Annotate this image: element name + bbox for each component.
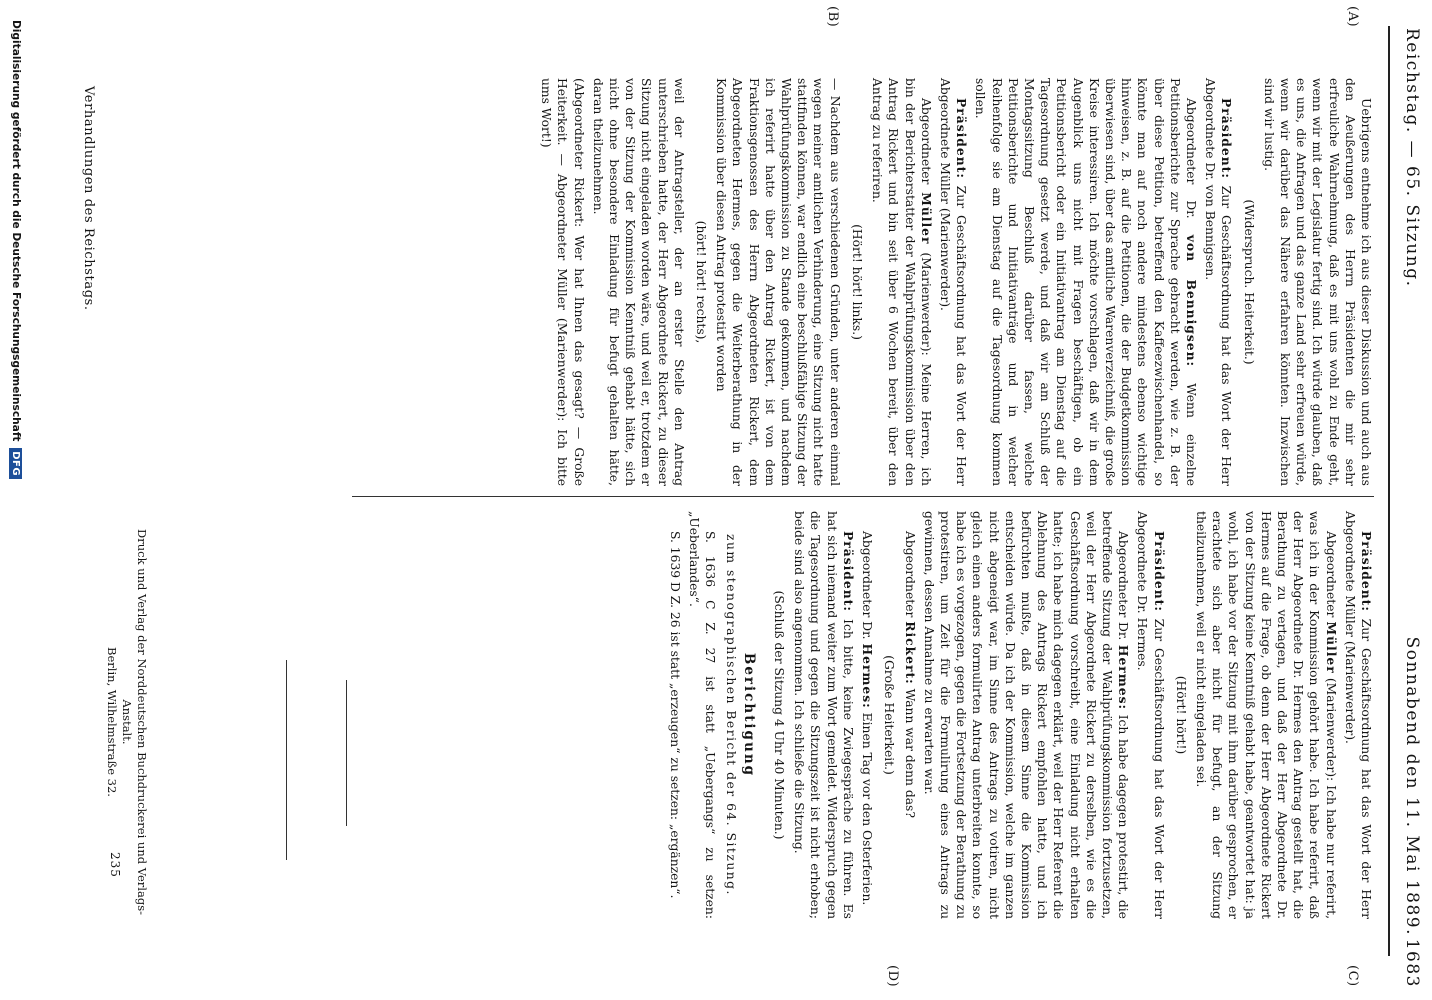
stage-direction: (Hört! hört! links.) xyxy=(849,224,864,340)
paragraph: — Nachdem aus verschiedenen Gründen, unter anderen einmal wegen meiner amtlichen Verhinderung, eine Sitzung nicht hatte stattfinden können, war endlich eine beschlußfähige Sitzung der Wahlprüfungskommission zu Stande gekommen, und nachdem ich referirt hatte über den Antrag Rickert, ist von dem Fraktionsgenossen des Herrn Abgeordneten Rickert, dem Abgeordneten Hermes, gegen die Weiterberathung in der Kommission über diesen Antrag protestirt worden xyxy=(714,78,842,486)
right-column xyxy=(664,511,1374,919)
paragraph xyxy=(1134,511,1166,919)
speech-text: Zur Geschäftsordnung hat das Wort der Herr Abgeordnete Dr. von Bennigsen. xyxy=(1203,78,1234,486)
speech-text: Wenn einzelne Petitionsberichte zur Sprache gebracht werden, wie z. B. der über diese Petition, betreffend den Kaffeezwischenhandel, so könnte man auf noch andere mindestens ebenso wichtige hinweisen, z. B. auf die Petitionen, die der Budgetkommission überwiesen sind, über das amtliche Warenverzeichniß, die große Kreise interessiren. Ich möchte vorschlagen, daß wir in dem Augenblick uns nicht mit Fragen beschäftigen, ob ein Petitionsbericht oder ein Initiativantrag am Dienstag auf die Tagesordnung gesetzt werde, und daß wir am Schluß der Montagssitzung Beschluß darüber fassen, welche Petitionsberichte und Initiativanträge und in welcher Reihenfolge sie am Dienstag auf die Tagesordnung kommen sollen. xyxy=(973,78,1198,486)
margin-letter-c: (C) xyxy=(1345,965,1360,987)
speech-text: Zur Geschäftsordnung hat das Wort der Herr Abgeordnete Müller (Marienwerder). xyxy=(1342,511,1373,919)
printer-line: Druck und Verlag der Norddeutschen Buchdruckerei und Verlags-Anstalt. xyxy=(120,529,149,915)
speech-text: Zur Geschäftsordnung hat das Wort der Herr Abgeordnete Dr. Hermes. xyxy=(1135,511,1166,919)
page-number: 1683 xyxy=(1402,938,1422,988)
interjection: (Abgeordneter Rickert: Wer hat Ihnen das gesagt? — Große Heiterkeit. — Abgeordneter Müller (Marienwerder): Ich bitte ums Wort!) xyxy=(539,78,586,486)
header-date: Sonnabend den 11. Mai 1889. xyxy=(1402,636,1422,936)
paragraph xyxy=(869,78,934,486)
paragraph: Uebrigens entnehme ich aus dieser Diskussion und auch aus den Aeußerungen des Herrn Präsidenten die mir sehr erfreuliche Wahrnehmung, daß es mit uns wohl zu Ende geht, wenn wir mit der Legislatur fertig sind. Ich würde glauben, daß es uns, die Anfragen und das ganze Land sehr erfreuen würde, wenn wir darüber das Nähere erfahren könnten. Inzwischen sind wir lustig. xyxy=(1261,78,1373,486)
paragraph xyxy=(921,511,1132,919)
footer-publication: Verhandlungen des Reichstags. xyxy=(81,86,96,311)
paragraph xyxy=(859,511,875,919)
speaker-intro: Abgeordneter xyxy=(902,531,917,618)
digitization-note xyxy=(9,20,22,980)
margin-letter-b: (B) xyxy=(825,6,840,28)
correction-subtitle: zum stenographischen Bericht der 64. Sitzung. xyxy=(723,534,738,896)
speaker-intro: Abgeordneter xyxy=(918,98,933,185)
speaker-name: Präsident: xyxy=(840,531,856,612)
paragraph xyxy=(1342,511,1374,919)
speaker-name: Präsident: xyxy=(954,98,970,179)
speaker-name: Müller xyxy=(918,192,934,245)
paragraph xyxy=(937,78,969,486)
header-rule xyxy=(1388,26,1390,956)
speaker-intro: Abgeordneter Dr. xyxy=(1116,531,1131,641)
digitization-text: Digitalisierung gefördert durch die Deutsche Forschungsgemeinschaft xyxy=(10,20,22,442)
page-header xyxy=(1392,28,1422,988)
paragraph: weil der Antragsteller, der an erster Stelle den Antrag unterschrieben hatte, der Herr Abgeordnete Rickert, zu dieser Sitzung nicht eingeladen worden wäre, und weil er, trotzdem er von der Sitzung der Kommission Kenntniß gehabt hätte, sich nicht ohne besondere Einladung für befugt gehalten hätte, daran theilzunehmen. xyxy=(590,78,686,486)
speech-text: (Marienwerder): Ich habe nur referirt, was ich in der Kommission gehört habe. Ich habe referirt, daß der Herr Abgeordnete Dr. Hermes den Antrag gestellt hat, die Berathung zu vertagen, und daß der Herr Abgeordnete Dr. Hermes auf die Frage, ob denn der Herr Abgeordnete Rickert von der Sitzung keine Kenntniß gehabt habe, geantwortet hat: ja wohl, ich habe vor der Sitzung mit ihm darüber gesprochen, er erachtete sich aber nicht für befugt, an der Sitzung theilzunehmen, weil er nicht eingeladen sei. xyxy=(1193,511,1338,919)
correction-entry: S. 1636 C Z. 27 ist statt „Uebergangs“ zu setzen: „Ueberlandes“. xyxy=(687,511,718,919)
speaker-intro: Abgeordneter Dr. xyxy=(1183,98,1198,219)
speaker-name: Präsident: xyxy=(1219,98,1235,179)
stage-direction: (Hört! hört!) xyxy=(1173,675,1188,755)
correction-title: Berichtigung xyxy=(740,652,757,778)
stage-direction: (Große Heiterkeit.) xyxy=(882,655,897,775)
speech-text: Einen Tag vor den Osterferien. xyxy=(860,712,875,906)
sheet-number: 235 xyxy=(108,852,122,878)
speaker-name: Müller xyxy=(1323,621,1339,674)
speech-text: Zur Geschäftsordnung hat das Wort der Herr Abgeordnete Müller (Marienwerder). xyxy=(937,78,969,486)
session-end-note: (Schluß der Sitzung 4 Uhr 40 Minuten.) xyxy=(772,590,787,840)
end-rule-lower xyxy=(286,660,287,860)
paragraph xyxy=(1202,78,1234,486)
speaker-name: Hermes: xyxy=(1116,644,1132,711)
speech-text: Wann war denn das? xyxy=(902,688,917,818)
paragraph xyxy=(791,511,856,919)
stage-direction: (Widerspruch. Heiterkeit.) xyxy=(1241,199,1256,365)
paragraph xyxy=(972,78,1199,486)
speaker-name: Präsident: xyxy=(1359,531,1374,612)
left-column xyxy=(535,78,1374,486)
paragraph xyxy=(1193,511,1339,919)
speech-text: Ich bitte, keine Zwiegespräche zu führen. Es hat sich niemand weiter zum Wort gemeldet. Widerspruch gegen die Tagesordnung und gegen die Sitzungszeit ist nicht erhoben; beide sind also angenommen. Ich schließe die Sitzung. xyxy=(792,511,855,919)
margin-letter-a: (A) xyxy=(1345,6,1360,28)
speech-text: Ich habe dagegen protestirt, die betreffende Sitzung der Wahlprüfungskommission fortzusetzen, weil der Herr Abgeordnete Rickert zu derselben, wie es die Geschäftsordnung vorschreibt, eine Einladung nicht erhalten hatte; ich habe mich dagegen erklärt, weil der Herr Referent die Ablehnung des Antrags Rickert empfohlen hatte, und ich befürchten mußte, daß in diesem Sinne die Kommission entscheiden würde. Da ich der Kommission, welche im ganzen nicht abgeneigt war, im Sinne des Antrags zu votiren, nicht gleich einen anders formulirten Antrag unterbreiten konnte, so habe ich es vorgezogen, gegen die Fortsetzung der Berathung zu protestiren, um Zeit für die Formulirung eines Antrags zu gewinnen, dessen Annahme zu erwarten war. xyxy=(921,511,1131,919)
column-divider xyxy=(352,496,1374,497)
end-rule-upper xyxy=(346,680,347,826)
speaker-name: Hermes: xyxy=(860,643,876,709)
dfg-logo: DFG xyxy=(9,448,22,479)
header-left: Reichstag. — 65. Sitzung. xyxy=(1402,28,1422,288)
correction-entry: S. 1639 D Z. 26 ist statt „erzeugen“ zu setzen: „ergänzen“. xyxy=(668,531,683,899)
speaker-name: von Bennigsen: xyxy=(1183,234,1199,368)
speaker-intro: Abgeordneter Dr. xyxy=(860,531,875,640)
speaker-name: Rickert: xyxy=(902,621,918,685)
margin-letter-d: (D) xyxy=(885,965,900,988)
speaker-name: Präsident: xyxy=(1151,531,1167,612)
speech-text: (Marienwerder): Meine Herren, ich bin der Berichterstatter der Wahlprüfungskommission über den Antrag Rickert und bin seit über 6 Wochen bereit, über den Antrag zu referiren. xyxy=(870,78,933,486)
speaker-intro: Abgeordneter xyxy=(1323,531,1338,618)
printer-line: Berlin, Wilhelmstraße 32. xyxy=(105,647,119,797)
paragraph xyxy=(901,511,917,919)
stage-direction: (hört! hört! rechts), xyxy=(694,220,709,344)
